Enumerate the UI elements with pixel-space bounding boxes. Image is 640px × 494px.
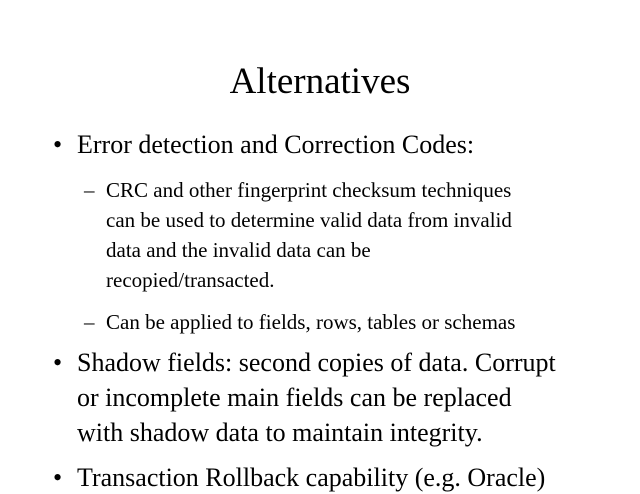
bullet-marker: •: [53, 130, 63, 159]
bullet-marker: •: [53, 348, 63, 377]
sub-bullet-text: [106, 175, 606, 295]
sub-bullet-line: Can be applied to fields, rows, tables or schemas: [106, 310, 516, 334]
sub-bullet-text: [106, 307, 606, 337]
bullet-marker: •: [53, 463, 63, 492]
bullet-line: or incomplete main fields can be replaced: [77, 383, 512, 412]
sub-bullet-line: can be used to determine valid data from invalid: [106, 208, 512, 232]
bullet-text: Transaction Rollback capability (e.g. Oracle): [77, 463, 546, 492]
bullet-text: Error detection and Correction Codes:: [77, 130, 475, 159]
bullet-text: [77, 345, 607, 450]
bullet-line: Shadow fields: second copies of data. Corrupt: [77, 348, 556, 377]
sub-bullet-line: data and the invalid data can be: [106, 238, 371, 262]
slide-title: Alternatives: [229, 61, 411, 102]
sub-bullet-marker: –: [84, 178, 95, 202]
sub-bullet-line: CRC and other fingerprint checksum techniques: [106, 178, 512, 202]
sub-bullet-line: recopied/transacted.: [106, 268, 275, 292]
bullet-line: with shadow data to maintain integrity.: [77, 418, 483, 447]
sub-bullet-marker: –: [84, 310, 95, 334]
